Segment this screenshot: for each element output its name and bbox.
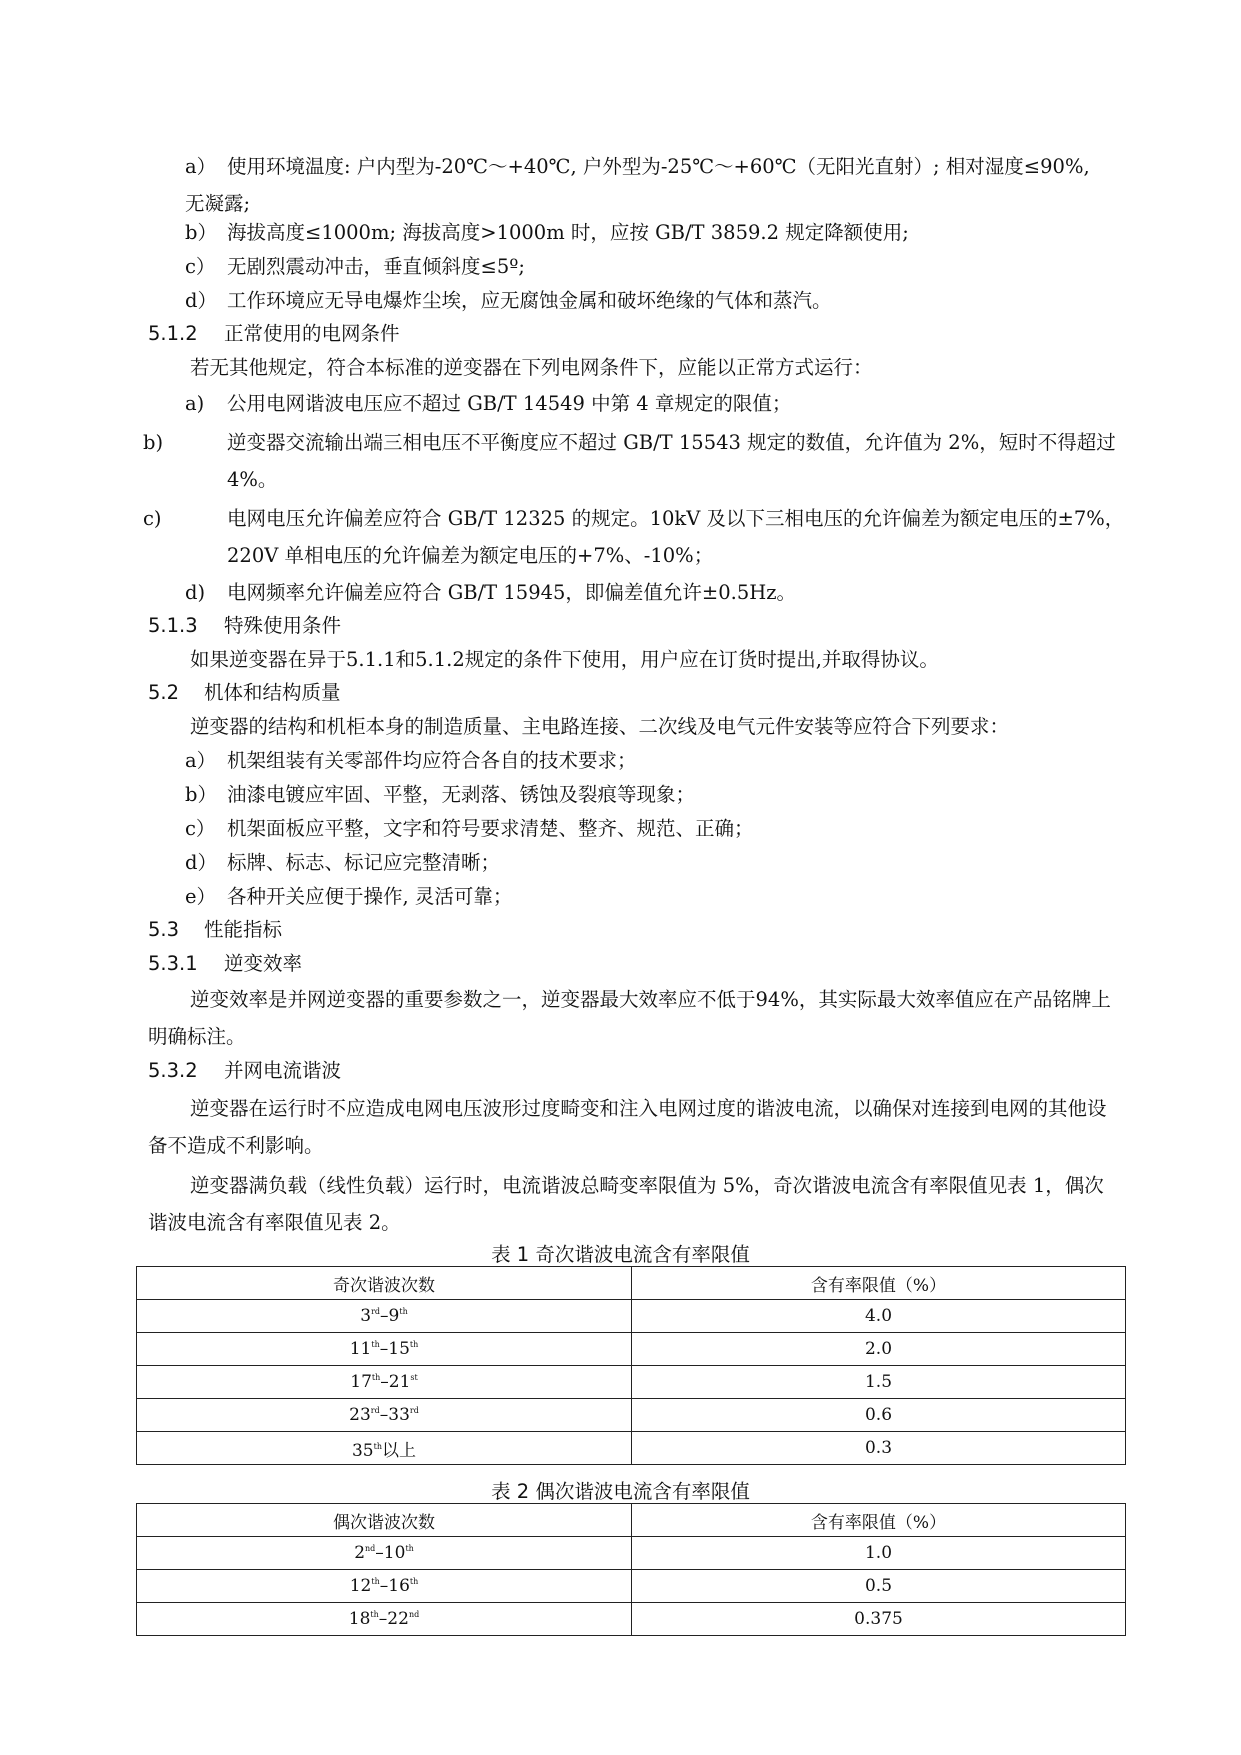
order-cell: 35th以上 xyxy=(137,1432,632,1465)
env-item-c xyxy=(185,250,1115,284)
paragraph-harmonics-1: 逆变器在运行时不应造成电网电压波形过度畸变和注入电网过度的谐波电流，以确保对连接到电网的其他设备不造成不利影响。 xyxy=(148,1097,1107,1157)
section-number: 5.3.1 xyxy=(148,952,198,975)
structure-item-a xyxy=(185,744,1115,778)
table-1-odd-harmonics xyxy=(136,1266,1126,1465)
section-title: 特殊使用条件 xyxy=(224,614,342,637)
section-title: 正常使用的电网条件 xyxy=(224,322,400,345)
order-cell: 2nd–10th xyxy=(137,1537,632,1570)
list-text: 标牌、标志、标记应完整清晰； xyxy=(227,851,501,874)
list-text: 电网电压允许偏差应符合 GB/T 12325 的规定。10kV 及以下三相电压的允许偏差为额定电压的±7%，220V 单相电压的允许偏差为额定电压的+7%、-10%； xyxy=(227,507,1125,567)
structure-item-e xyxy=(185,880,1115,914)
table-row xyxy=(137,1300,1126,1333)
list-text: 逆变器交流输出端三相电压不平衡度应不超过 GB/T 15543 规定的数值，允许值为 2%，短时不得超过 4%。 xyxy=(227,431,1116,491)
limit-cell: 1.0 xyxy=(632,1537,1126,1570)
structure-item-d xyxy=(185,846,1115,880)
header-cell-limit: 含有率限值（%） xyxy=(632,1267,1126,1300)
list-marker: a) xyxy=(185,392,205,415)
section-heading-5-1-2 xyxy=(148,317,400,351)
list-marker: a） xyxy=(185,155,217,178)
section-heading-5-1-3 xyxy=(148,609,341,643)
structure-item-c xyxy=(185,812,1115,846)
list-text: 各种开关应便于操作, 灵活可靠； xyxy=(227,885,513,908)
limit-cell: 0.5 xyxy=(632,1570,1126,1603)
env-item-b xyxy=(185,216,1115,250)
table-row xyxy=(137,1432,1126,1465)
section-heading-5-3-2 xyxy=(148,1054,341,1088)
list-marker: c） xyxy=(185,255,216,278)
paragraph-special-conditions: 如果逆变器在异于5.1.1和5.1.2规定的条件下使用，用户应在订货时提出,并取得协议。 xyxy=(190,648,939,671)
limit-cell: 1.5 xyxy=(632,1366,1126,1399)
section-heading-5-3 xyxy=(148,913,282,947)
list-text: 海拔高度≤1000m; 海拔高度>1000m 时，应按 GB/T 3859.2 规定降额使用; xyxy=(227,221,909,244)
list-marker: d) xyxy=(185,581,206,604)
list-text: 油漆电镀应牢固、平整，无剥落、锈蚀及裂痕等现象； xyxy=(227,783,696,806)
section-title: 并网电流谐波 xyxy=(224,1059,342,1082)
header-cell-limit: 含有率限值（%） xyxy=(632,1504,1126,1537)
list-marker: e） xyxy=(185,885,217,908)
list-text: 机架组装有关零部件均应符合各自的技术要求； xyxy=(227,749,637,772)
table-row xyxy=(137,1399,1126,1432)
section-number: 5.1.2 xyxy=(148,322,198,345)
table-row xyxy=(137,1570,1126,1603)
list-marker: c) xyxy=(143,507,162,530)
paragraph-grid-intro: 若无其他规定，符合本标准的逆变器在下列电网条件下，应能以正常方式运行： xyxy=(190,356,873,379)
table-row xyxy=(137,1603,1126,1636)
list-text: 使用环境温度: 户内型为-20℃～+40℃, 户外型为-25℃～+60℃（无阳光直射）; 相对湿度≤90%, 无凝露; xyxy=(185,155,1090,215)
section-heading-5-3-1 xyxy=(148,947,302,981)
header-cell-order: 奇次谐波次数 xyxy=(137,1267,632,1300)
list-marker: b） xyxy=(185,221,217,244)
section-heading-5-2 xyxy=(148,676,341,710)
order-cell: 23rd–33rd xyxy=(137,1399,632,1432)
list-text: 公用电网谐波电压应不超过 GB/T 14549 中第 4 章规定的限值； xyxy=(227,392,792,415)
section-number: 5.2 xyxy=(148,681,180,704)
table-2-even-harmonics xyxy=(136,1503,1126,1636)
structure-item-b xyxy=(185,778,1115,812)
grid-item-d xyxy=(185,576,1115,610)
list-marker: a） xyxy=(185,749,217,772)
limit-cell: 0.375 xyxy=(632,1603,1126,1636)
limit-cell: 4.0 xyxy=(632,1300,1126,1333)
list-marker: d） xyxy=(185,851,217,874)
order-cell: 18th–22nd xyxy=(137,1603,632,1636)
grid-item-a xyxy=(185,387,1115,421)
limit-cell: 0.3 xyxy=(632,1432,1126,1465)
list-text: 机架面板应平整，文字和符号要求清楚、整齐、规范、正确； xyxy=(227,817,754,840)
paragraph-harmonics-2: 逆变器满负载（线性负载）运行时，电流谐波总畸变率限值为 5%，奇次谐波电流含有率限值见表 1，偶次谐波电流含有率限值见表 2。 xyxy=(148,1174,1104,1234)
section-number: 5.1.3 xyxy=(148,614,198,637)
list-marker: b) xyxy=(143,431,164,454)
table-2-caption: 表 2 偶次谐波电流含有率限值 xyxy=(491,1480,750,1503)
env-item-a-wrap xyxy=(185,148,1115,222)
paragraph-efficiency: 逆变效率是并网逆变器的重要参数之一，逆变器最大效率应不低于94%，其实际最大效率值应在产品铭牌上明确标注。 xyxy=(148,988,1111,1048)
section-number: 5.3.2 xyxy=(148,1059,198,1082)
limit-cell: 2.0 xyxy=(632,1333,1126,1366)
list-marker: b） xyxy=(185,783,217,806)
paragraph-structure-intro: 逆变器的结构和机柜本身的制造质量、主电路连接、二次线及电气元件安装等应符合下列要求： xyxy=(190,715,1010,738)
section-title: 性能指标 xyxy=(204,918,283,941)
list-text: 电网频率允许偏差应符合 GB/T 15945，即偏差值允许±0.5Hz。 xyxy=(227,581,797,604)
order-cell: 11th–15th xyxy=(137,1333,632,1366)
table-row xyxy=(137,1333,1126,1366)
section-title: 逆变效率 xyxy=(224,952,303,975)
list-text: 无剧烈震动冲击，垂直倾斜度≤5º; xyxy=(227,255,525,278)
grid-item-b xyxy=(143,424,1157,498)
env-item-a xyxy=(185,148,1115,222)
table-header-row xyxy=(137,1504,1126,1537)
table-row xyxy=(137,1537,1126,1570)
env-item-d xyxy=(185,284,1115,318)
table-row xyxy=(137,1366,1126,1399)
header-cell-order: 偶次谐波次数 xyxy=(137,1504,632,1537)
limit-cell: 0.6 xyxy=(632,1399,1126,1432)
grid-item-c xyxy=(143,500,1157,574)
section-title: 机体和结构质量 xyxy=(204,681,341,704)
section-number: 5.3 xyxy=(148,918,180,941)
list-text: 工作环境应无导电爆炸尘埃，应无腐蚀金属和破坏绝缘的气体和蒸汽。 xyxy=(227,289,832,312)
table-header-row xyxy=(137,1267,1126,1300)
order-cell: 17th–21st xyxy=(137,1366,632,1399)
list-marker: d） xyxy=(185,289,217,312)
table-1-caption: 表 1 奇次谐波电流含有率限值 xyxy=(491,1243,750,1266)
order-cell: 3rd–9th xyxy=(137,1300,632,1333)
order-cell: 12th–16th xyxy=(137,1570,632,1603)
list-marker: c） xyxy=(185,817,216,840)
